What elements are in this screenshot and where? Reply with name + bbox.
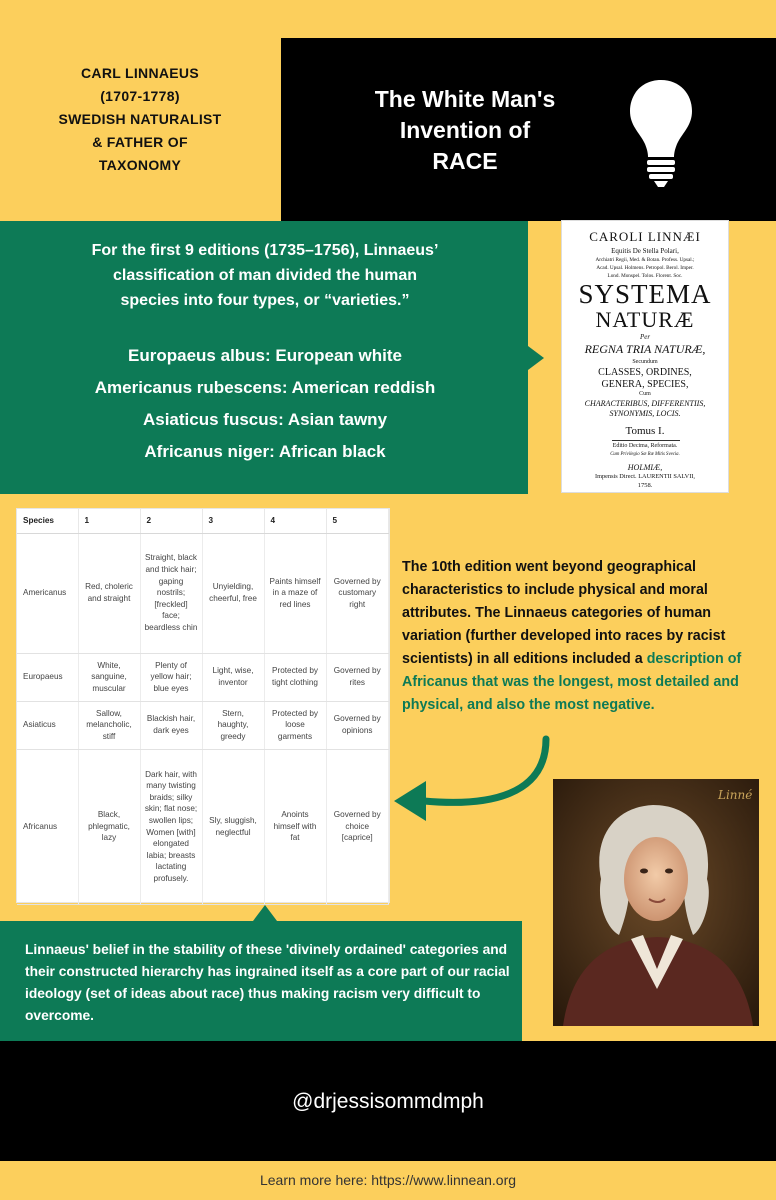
table-row [17, 701, 389, 749]
cover-line: Per [639, 333, 651, 341]
linnaeus-portrait [553, 779, 759, 1026]
cover-line: NATURÆ [595, 307, 695, 332]
table-cell: White, sanguine, muscular [78, 653, 140, 701]
cover-line: Cum [639, 391, 651, 397]
table-cell: Unyielding, cheerful, free [202, 533, 264, 653]
social-handle[interactable]: @drjessisommdmph [292, 1090, 484, 1113]
column-header: 4 [264, 509, 326, 533]
cover-line: HOLMIÆ, [627, 463, 663, 472]
table-cell: Governed by choice [caprice] [326, 749, 389, 904]
table-cell: Paints himself in a maze of red lines [264, 533, 326, 653]
portrait-signature: Linné [718, 788, 753, 802]
table-cell: Red, choleric and straight [78, 533, 140, 653]
column-header: 1 [78, 509, 140, 533]
cover-line: Tomus I. [625, 425, 665, 437]
cover-line: CAROLI LINNÆI [589, 229, 701, 244]
systema-naturae-cover [561, 220, 729, 493]
table-cell: Asiaticus [17, 701, 78, 749]
table-cell: Governed by customary right [326, 533, 389, 653]
column-header: Species [17, 509, 78, 533]
table-header-row [17, 509, 389, 533]
cover-line: SYSTEMA [578, 279, 712, 309]
cover-line: 1758. [637, 482, 653, 489]
learn-more-link[interactable]: Learn more here: https://www.linnean.org [259, 1172, 517, 1188]
table-cell: Straight, black and thick hair; gaping nostrils; [freckled] face; beardless chin [140, 533, 202, 653]
intro-text [40, 238, 490, 313]
subject-line: SWEDISH NATURALIST [58, 111, 222, 127]
variety-europaeus: Europaeus albus: European white [128, 346, 402, 365]
conclusion-text: Linnaeus' belief in the stability of these 'divinely ordained' categories and their constructed hierarchy has ingrained itself as a core part of our racial ideology (set of ideas about race) thus making racism very difficult to overcome. [25, 942, 510, 1023]
column-header: 5 [326, 509, 389, 533]
tenth-edition-text [402, 556, 762, 717]
table-cell: Africanus [17, 749, 78, 904]
table-cell: Americanus [17, 533, 78, 653]
table-cell: Protected by loose garments [264, 701, 326, 749]
intro-line: classification of man divided the human [112, 267, 418, 284]
classification-table [17, 509, 389, 905]
cover-line: CLASSES, ORDINES, [598, 367, 692, 378]
intro-line: For the first 9 editions (1735–1756), Linnaeus’ [91, 242, 439, 259]
title-line: RACE [432, 148, 498, 174]
curved-arrow-icon [390, 735, 560, 845]
pointer-arrow [253, 905, 277, 921]
title-line: Invention of [399, 117, 531, 143]
table-cell: Sly, sluggish, neglectful [202, 749, 264, 904]
table-cell: Governed by opinions [326, 701, 389, 749]
variety-asiaticus: Asiaticus fuscus: Asian tawny [142, 410, 388, 429]
cover-line: Cum Privilegio Sæ Ræ Mitis Svecia. [610, 452, 680, 457]
table-cell: Dark hair, with many twisting braids; silky skin; flat nose; swollen lips; Women [with] elongated labia; breasts lactating profusely. [140, 749, 202, 904]
subject-caption [40, 62, 240, 177]
cover-line: Editio Decima, Reformata. [612, 443, 678, 449]
table-cell: Governed by rites [326, 653, 389, 701]
table-cell: Europaeus [17, 653, 78, 701]
table-cell: Protected by tight clothing [264, 653, 326, 701]
cover-line: Lond. Monspel. Tolos. Florent. Soc. [607, 273, 683, 279]
table-cell: Blackish hair, dark eyes [140, 701, 202, 749]
cover-line: GENERA, SPECIES, [601, 379, 689, 390]
page-title [330, 84, 600, 177]
cover-line: SYNONYMIS, LOCIS. [609, 409, 681, 418]
column-header: 3 [202, 509, 264, 533]
cover-line: Equitis De Stella Polari, [611, 247, 679, 255]
tenth-edition-highlight: description of Africanus that was the longest, most detailed and physical, and also the most negative. [402, 651, 742, 713]
table-row [17, 749, 389, 904]
cover-line: CHARACTERIBUS, DIFFERENTIIS, [584, 399, 706, 408]
variety-americanus: Americanus rubescens: American reddish [94, 378, 436, 397]
subject-line: TAXONOMY [98, 157, 182, 173]
classification-table-card [16, 508, 390, 903]
column-header: 2 [140, 509, 202, 533]
cover-line: Archiatri Regii, Med. & Botan. Profess. Upsal.; [595, 257, 695, 263]
tenth-edition-plain: The 10th edition went beyond geographical characteristics to include physical and moral attributes. The Linnaeus categories of human variation (further developed into races by racist scientists) in all editions included a [402, 559, 726, 667]
variety-africanus: Africanus niger: African black [144, 442, 386, 461]
table-cell: Black, phlegmatic, lazy [78, 749, 140, 904]
cover-line: Acad. Upsal. Holmens. Petropol. Berol. Imper. [596, 265, 694, 271]
subject-line: CARL LINNAEUS [81, 65, 199, 81]
cover-line: Secundum [632, 359, 658, 365]
table-cell: Anoints himself with fat [264, 749, 326, 904]
pointer-arrow [528, 346, 544, 370]
light-bulb-icon [628, 78, 694, 188]
table-cell: Plenty of yellow hair; blue eyes [140, 653, 202, 701]
table-cell: Sallow, melancholic, stiff [78, 701, 140, 749]
intro-line: species into four types, or “varieties.” [120, 292, 410, 309]
table-cell: Light, wise, inventor [202, 653, 264, 701]
cover-rule [612, 440, 680, 441]
cover-line: Impensis Direct. LAURENTII SALVII, [595, 473, 695, 480]
cover-line: REGNA TRIA NATURÆ, [584, 342, 706, 356]
table-row [17, 533, 389, 653]
table-row [17, 653, 389, 701]
title-line: The White Man's [374, 86, 556, 112]
subject-line: & FATHER OF [92, 134, 188, 150]
table-cell: Stern, haughty, greedy [202, 701, 264, 749]
subject-line: (1707-1778) [100, 88, 180, 104]
